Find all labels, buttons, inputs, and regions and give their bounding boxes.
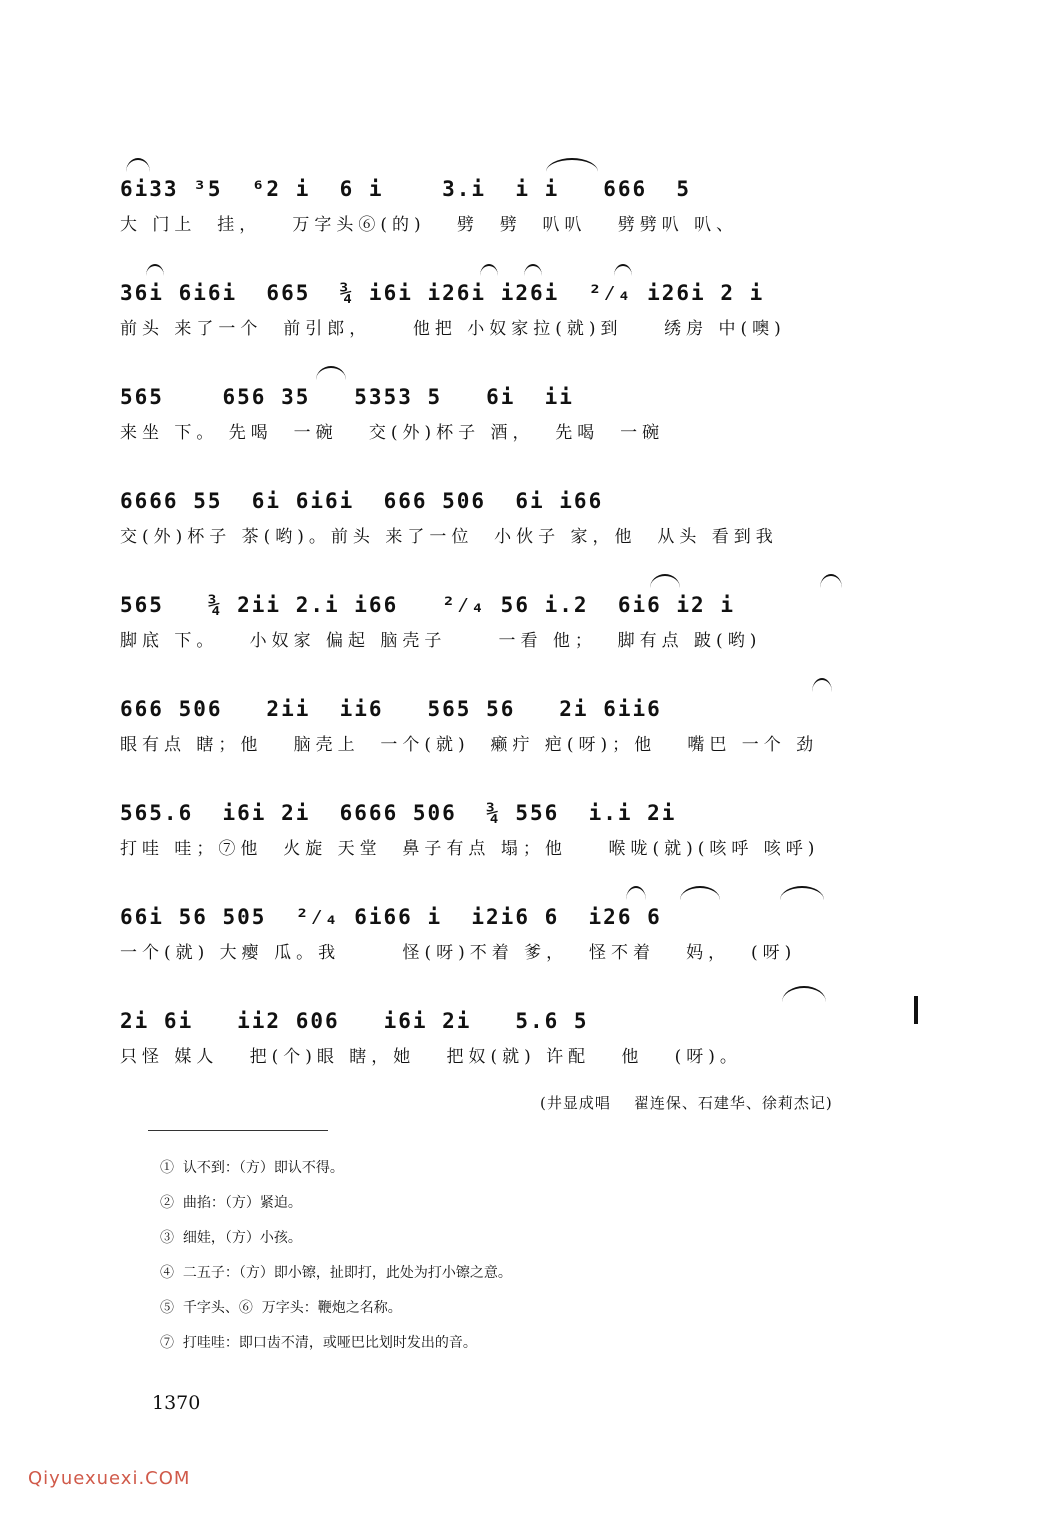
numbered-notation-line: 6666 55 6i 6i6i 666 506 6i i66 xyxy=(120,489,604,513)
footnote-item: ③ 细娃，（方）小孩。 xyxy=(160,1230,302,1246)
footnote-item: ⑦ 打哇哇：即口齿不清，或哑巴比划时发出的音。 xyxy=(160,1335,477,1351)
footnote-item: ⑤ 千字头、⑥ 万字头：鞭炮之名称。 xyxy=(160,1300,402,1316)
lyrics-line: 脚底 下。 小奴家 偏起 脑壳子 一看 他； 脚有点 跛(哟) xyxy=(120,631,762,651)
slur-mark xyxy=(524,264,542,276)
slur-mark xyxy=(782,986,826,1002)
page-number: 1370 xyxy=(152,1392,201,1414)
slur-mark xyxy=(316,366,346,380)
slur-mark xyxy=(820,574,842,588)
numbered-notation-line: 6i33 ³5 ⁶2 i 6 i 3.i i i 666 5 xyxy=(120,177,692,201)
footnote-item: ② 曲掐：（方）紧迫。 xyxy=(160,1195,302,1211)
slur-mark xyxy=(626,886,646,900)
footnotes xyxy=(160,1158,860,1368)
slur-mark xyxy=(546,158,598,172)
lyrics-line: 大 门上 挂， 万字头⑥(的) 劈 劈 叭叭 劈劈叭 叭、 xyxy=(120,215,739,235)
slur-mark xyxy=(650,574,680,588)
numbered-notation-line: 2i 6i ii2 606 i6i 2i 5.6 5 xyxy=(120,1009,589,1033)
numbered-notation-line: 565 ¾ 2ii 2.i i66 ²⁄₄ 56 i.2 6i6 i2 i xyxy=(120,593,735,617)
numbered-notation-line: 66i 56 505 ²⁄₄ 6i66 i i2i6 6 i26 6 xyxy=(120,905,662,929)
footnote-divider xyxy=(148,1130,328,1131)
slur-mark xyxy=(126,158,150,172)
slur-mark xyxy=(812,678,832,692)
lyrics-line: 眼有点 瞎；他 脑壳上 一个(就) 癞疔 疤(呀)；他 嘴巴 一个 劲 xyxy=(120,735,819,755)
slur-mark xyxy=(680,886,720,900)
lyrics-line: 只怪 媒人 把(个)眼 瞎，她 把奴(就) 许配 他 (呀)。 xyxy=(120,1047,742,1067)
site-watermark: Qiyuexuexi.COM xyxy=(28,1468,191,1489)
footnote-item: ① 认不到：（方）即认不得。 xyxy=(160,1160,344,1176)
slur-mark xyxy=(480,264,498,276)
performer-credit: (井显成唱 翟连保、石建华、徐莉杰记) xyxy=(540,1094,833,1112)
lyrics-line: 打哇 哇；⑦他 火旋 天堂 鼻子有点 塌；他 喉咙(就)(咳呼 咳呼) xyxy=(120,839,820,859)
footnote-item: ④ 二五子：（方）即小镲，扯即打，此处为打小镲之意。 xyxy=(160,1265,512,1281)
slur-mark xyxy=(614,264,632,276)
numbered-notation-line: 36i 6i6i 665 ¾ i6i i26i i26i ²⁄₄ i26i 2 i xyxy=(120,281,765,305)
lyrics-line: 一个(就) 大瘿 瓜。我 怪(呀)不着 爹， 怪不着 妈， (呀) xyxy=(120,943,797,963)
slur-mark xyxy=(146,264,164,276)
lyrics-line: 来坐 下。 先喝 一碗 交(外)杯子 酒， 先喝 一碗 xyxy=(120,423,665,443)
numbered-notation-line: 666 506 2ii ii6 565 56 2i 6ii6 xyxy=(120,697,662,721)
lyrics-line: 前头 来了一个 前引郎， 他把 小奴家拉(就)到 绣房 中(噢) xyxy=(120,319,786,339)
numbered-notation-line: 565 656 35 5353 5 6i ii xyxy=(120,385,574,409)
lyrics-line: 交(外)杯子 茶(哟)。前头 来了一位 小伙子 家，他 从头 看到我 xyxy=(120,527,778,547)
slur-mark xyxy=(780,886,824,900)
numbered-notation-line: 565.6 i6i 2i 6666 506 ¾ 556 i.i 2i xyxy=(120,801,677,825)
